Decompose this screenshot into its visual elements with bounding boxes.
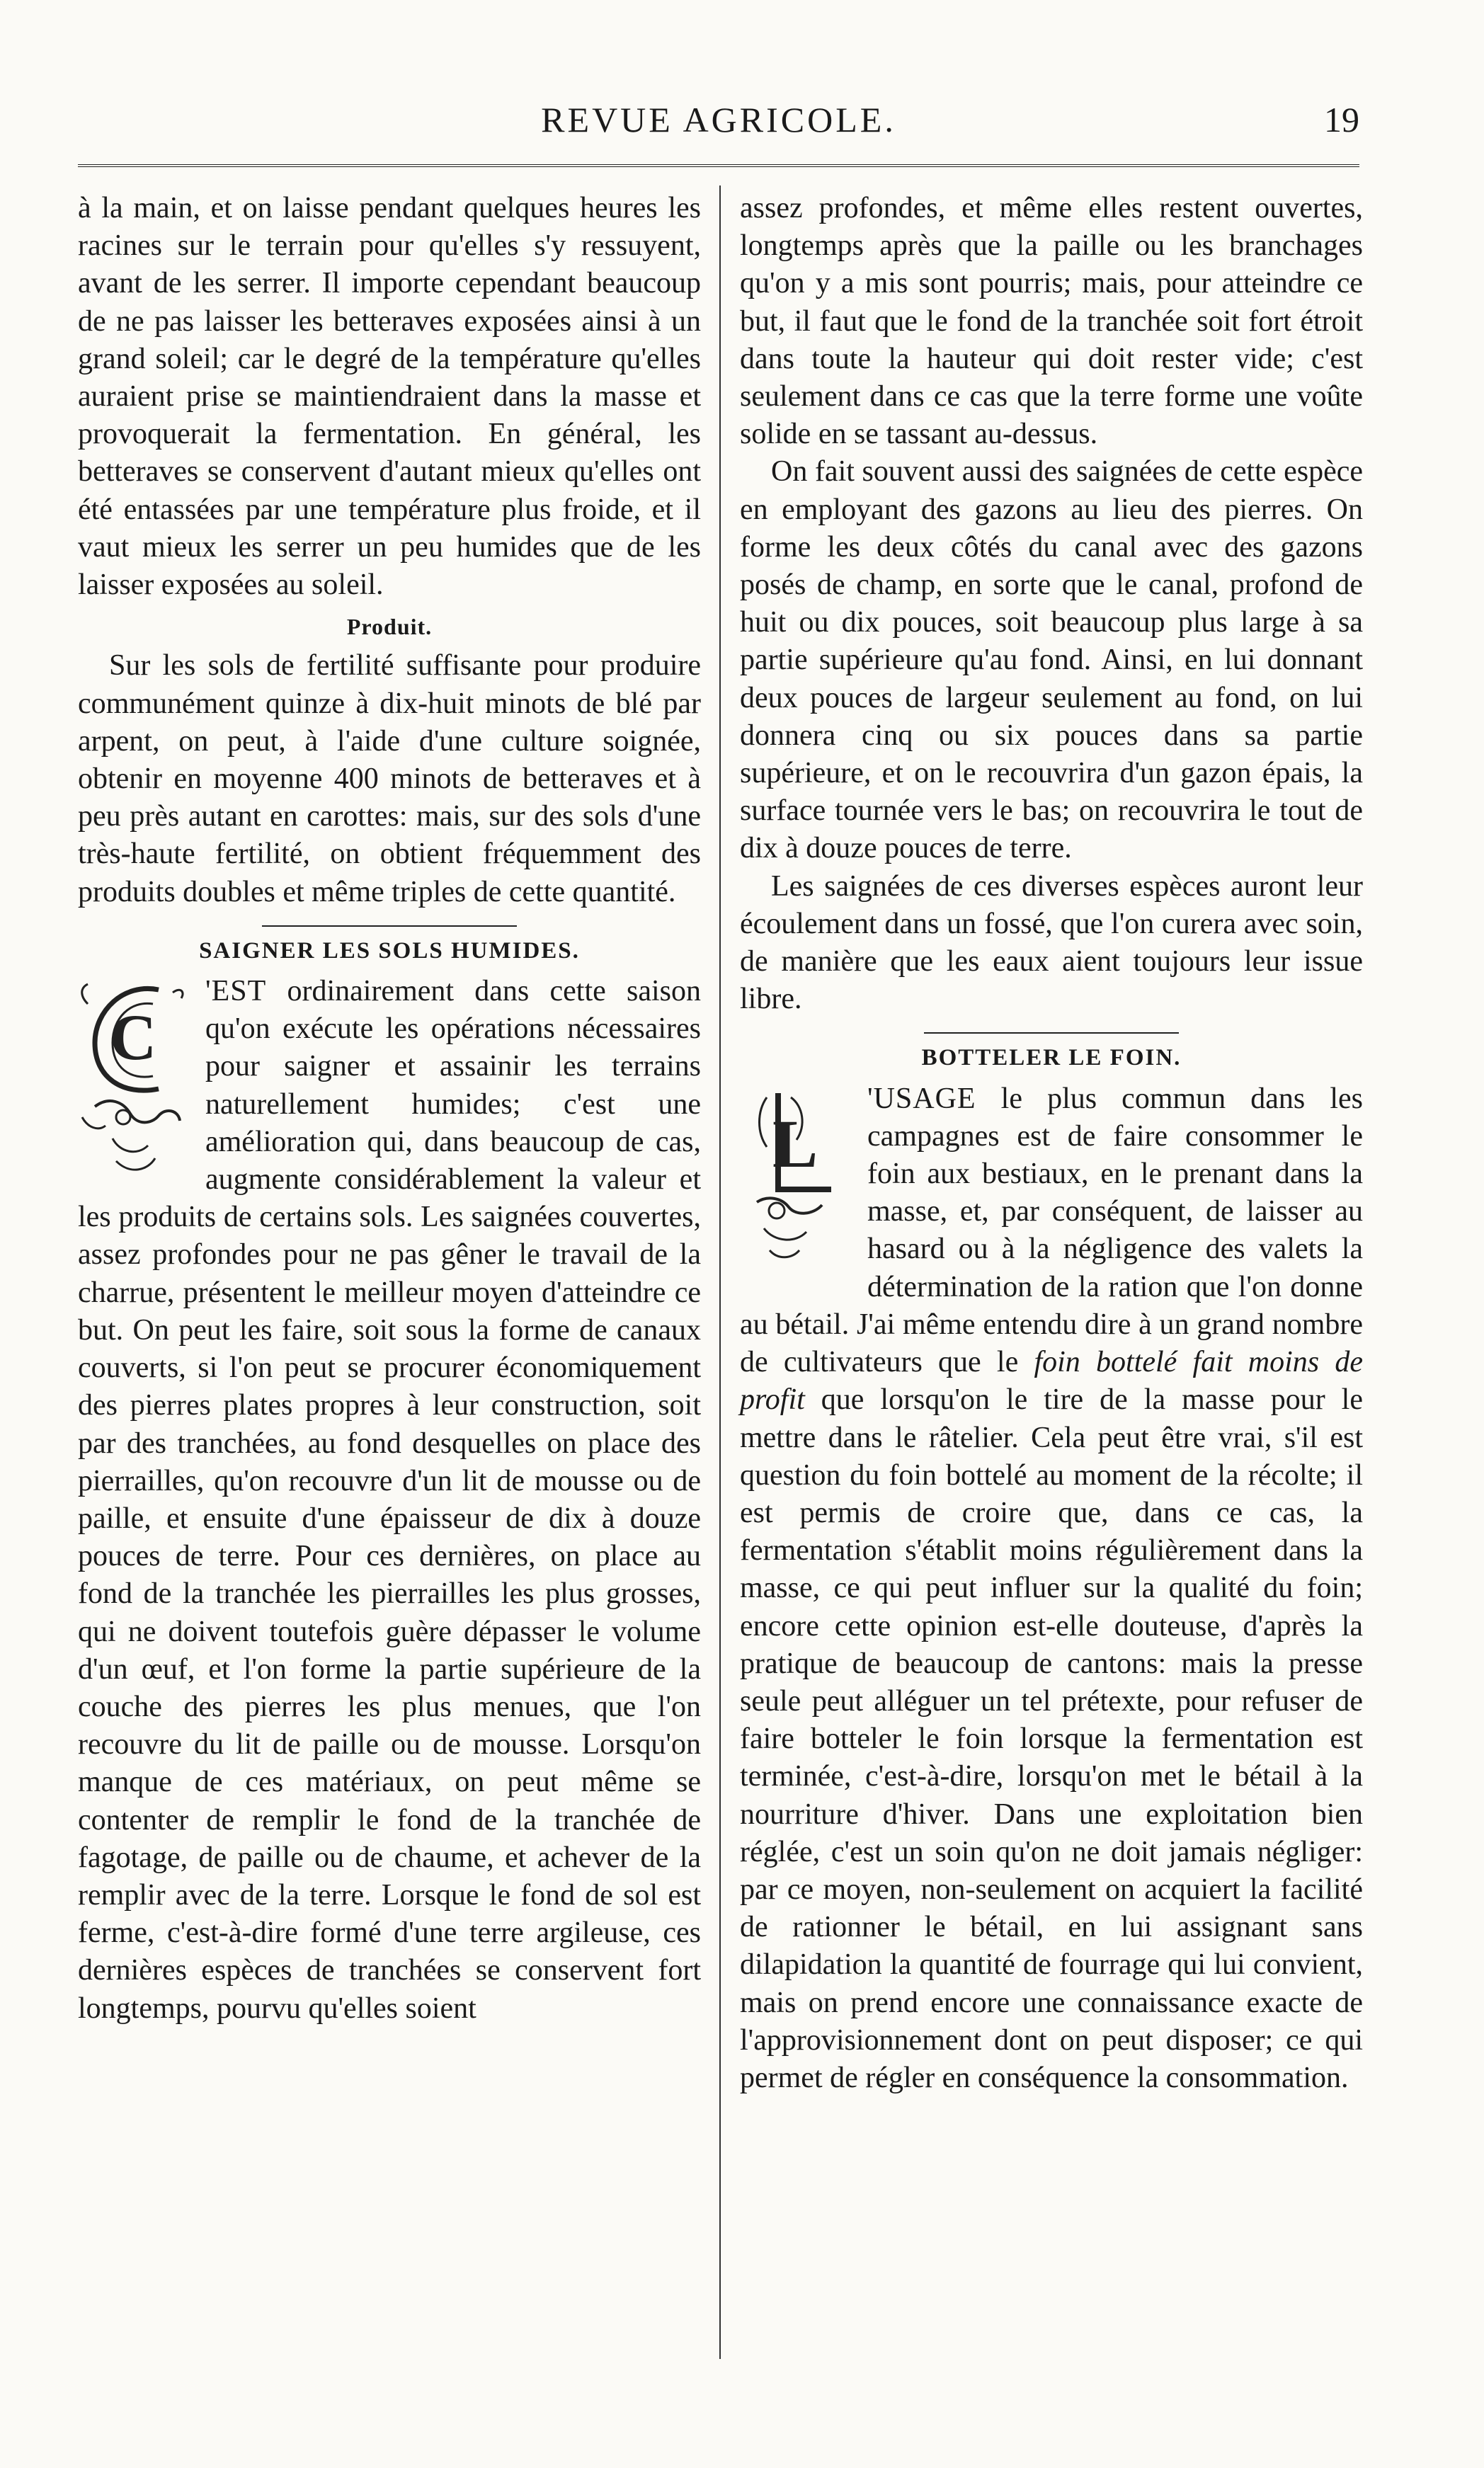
running-title: REVUE AGRICOLE. (541, 100, 896, 139)
paragraph-produit: Sur les sols de fertilité suffisante pour produire communément quinze à dix-huit minots de blé par arpent, on peut, à l'aide d'une culture soignée, obtenir en moyenne 400 minots de betteraves et à peu près autant en carottes: mais, sur des sols d'une très-haute fertilité, on obtient fréquemment des produits doubles et même triples de cette quantité. (78, 649, 701, 908)
ornamental-letter-c-icon (74, 976, 193, 1188)
page-header (78, 99, 1359, 149)
paragraph-botteler: 'USAGE le plus commun dans les campagnes est de faire consommer le foin aux bestiaux, en le prenant dans la masse, et, par conséquent, de laisser au hasard ou à la négligence des valets la détermination de la ration que l'on donne au bétail. J'ai même entendu dire à un grand nombre de cultivateurs que le foin bottelé fait moins de profit que lorsqu'on le tire de la masse pour le mettre dans le râtelier. Cela peut être vrai, s'il est question du foin bottelé au moment de la récolte; il est permis de croire que, dans ce cas, la fermentation s'établit moins régulièrement dans la masse, ce qui peut influer sur la qualité du foin; encore cette opinion est-elle douteuse, d'après la pratique de beaucoup de cantons: mais la presse seule peut alléguer un tel prétexte, pour refuser de faire botteler le foin lorsque la fermentation est terminée, c'est-à-dire, lorsqu'on met le bétail à la nourriture d'hiver. Dans une exploitation bien réglée, c'est un soin qu'on ne doit jamais négliger: par ce moyen, non-seulement on acquiert la facilité de rationner le bétail, en lui assignant sans dilapidation la quantité de fourrage qui lui convient, mais on prend encore une connaissance exacte de l'approvisionnement dont on peut disposer; ce qui permet de régler en conséquence la consommation. (740, 1082, 1363, 2094)
ornamental-dropcap-l (736, 1083, 855, 1267)
ornamental-dropcap-c (74, 976, 193, 1188)
section-title-botteler: BOTTELER LE FOIN. (921, 1045, 1182, 1071)
svg-text:C: C (109, 1001, 157, 1074)
article-botteler (740, 1080, 1363, 2097)
header-rule (78, 164, 1359, 167)
lead-word: 'EST (205, 975, 267, 1008)
right-column (740, 190, 1363, 2097)
left-column (78, 190, 701, 2028)
paragraph-tranchees-suite: assez profondes, et même elles restent ouvertes, longtemps après que la paille ou les branchages qu'on y a mis sont pourris; mais, pour atteindre ce but, il faut que le fond de la tranchée soit fort étroit dans toute la hauteur qui doit rester vide; c'est seulement dans ce cas que la terre forme une voûte solide en se tassant au-dessus. (740, 192, 1363, 451)
section-title-saigner: SAIGNER LES SOLS HUMIDES. (199, 937, 580, 964)
ornamental-letter-l-icon (736, 1083, 855, 1267)
page-number: 19 (1324, 100, 1359, 139)
section-rule (924, 1032, 1179, 1034)
italic-phrase: foin bottelé fait moins de profit (740, 1346, 1363, 1417)
section-rule (262, 925, 517, 927)
paragraph-gazons: On fait souvent aussi des saignées de cette espèce en employant des gazons au lieu des pierres. On forme les deux côtés du canal avec des gazons posés de champ, en sorte que le canal, profond de huit ou dix pouces, soit beaucoup plus large à sa partie supérieure qu'au fond. Ainsi, en lui donnant deux pouces de largeur seulement au fond, on lui donnera cinq ou six pouces dans sa partie supérieure, et on le recouvrira d'un gazon épais, la surface tournée vers le bas; on recouvrira le tout de dix à douze pouces de terre. (740, 455, 1363, 865)
subhead-produit: Produit. (346, 614, 433, 640)
paragraph-ecoulement: Les saignées de ces diverses espèces auront leur écoulement dans un fossé, que l'on curera avec soin, de manière que les eaux aient toujours leur issue libre. (740, 869, 1363, 1016)
svg-text:L: L (772, 1105, 818, 1182)
column-divider (719, 185, 721, 2359)
paragraph-saigner: 'EST ordinairement dans cette saison qu'on exécute les opérations nécessaires pour saigner et assainir les terrains naturellement humides; c'est une amélioration qui, dans beaucoup de cas, augmente considérablement la valeur et les produits de certains sols. Les saignées couvertes, assez profondes pour ne pas gêner le travail de la charrue, présentent le meilleur moyen d'atteindre ce but. On peut les faire, soit sous la forme de canaux couverts, si l'on peut se procurer économiquement des pierres plates propres à leur construction, soit par des tranchées, au fond desquelles on place des pierrailles, qu'on recouvre d'un lit de mousse ou de paille, et ensuite d'une épaisseur de dix à douze pouces de terre. Pour ces dernières, on place au fond de la tranchée les pierrailles les plus grosses, qui ne doivent toutefois guère dépasser le volume d'un œuf, et l'on forme la partie supérieure de la couche des pierres les plus menues, que l'on recouvre du lit de paille ou de mousse. Lorsqu'on manque de ces matériaux, on peut même se contenter de remplir le fond de la tranchée de fagotage, de paille ou de chaume, et achever de la remplir avec de la terre. Lorsque le fond de sol est ferme, c'est-à-dire formé d'une terre argileuse, ces dernières espèces de tranchées se conservent fort longtemps, pourvu qu'elles soient (78, 975, 701, 2025)
article-saigner (78, 973, 701, 2028)
paragraph-betteraves-serrer: à la main, et on laisse pendant quelques heures les racines sur le terrain pour qu'elles s'y ressuyent, avant de les serrer. Il importe cependant beaucoup de ne pas laisser les betteraves exposées ainsi à un grand soleil; car le degré de la température qu'elles auraient prise se maintiendraient dans la masse et provoquerait la fermentation. En général, les betteraves se conservent d'autant mieux qu'elles ont été entassées par une température plus froide, et il vaut mieux les serrer un peu humides que de les laisser exposées au soleil. (78, 192, 701, 602)
lead-word: 'USAGE (867, 1082, 976, 1115)
